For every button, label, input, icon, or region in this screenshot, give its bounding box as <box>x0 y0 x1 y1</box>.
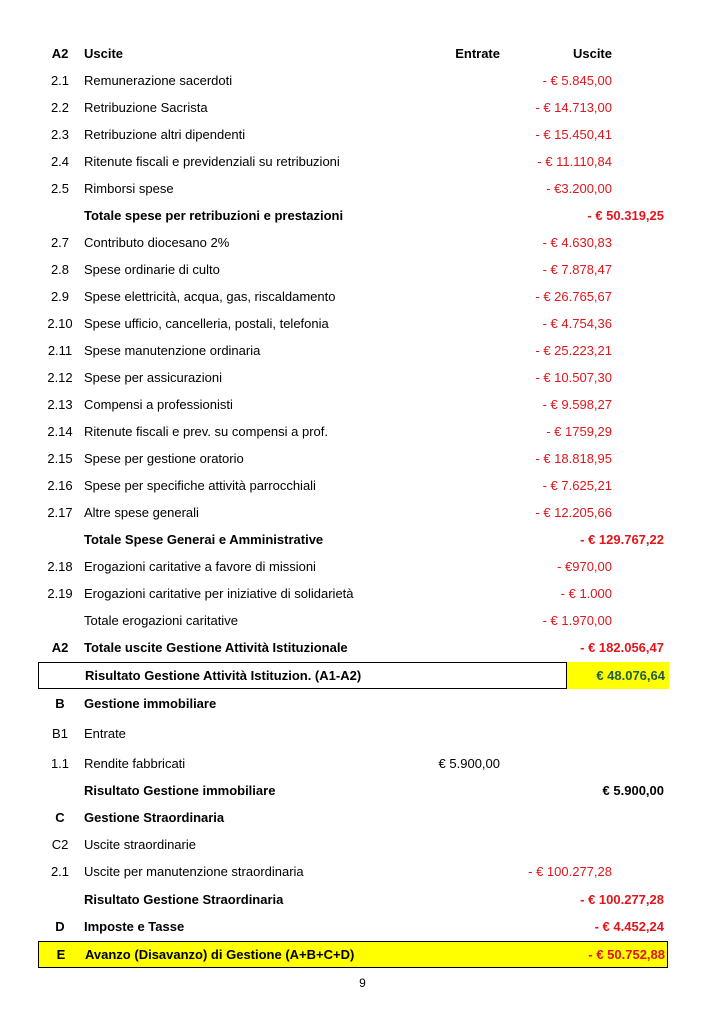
row-code: 2.12 <box>47 370 73 385</box>
row-uscite: - € 18.818,95 <box>535 451 612 466</box>
row-description: Totale erogazioni caritative <box>84 613 238 628</box>
row-total: € 5.900,00 <box>602 783 664 798</box>
row-description: Spese elettricità, acqua, gas, riscaldamento <box>84 289 336 304</box>
table-row <box>38 310 668 337</box>
row-description: Rendite fabbricati <box>84 756 186 771</box>
table-header-row <box>38 40 668 67</box>
row-total: - € 129.767,22 <box>580 532 664 547</box>
row-uscite: - € 9.598,27 <box>542 397 612 412</box>
row-uscite: - € 7.625,21 <box>542 478 612 493</box>
row-code: 2.17 <box>47 505 73 520</box>
table-row <box>38 337 668 364</box>
header-label: Uscite <box>84 46 124 61</box>
table-row <box>38 94 668 121</box>
row-code: D <box>55 919 65 934</box>
row-uscite: - € 7.878,47 <box>542 262 612 277</box>
table-row <box>38 175 668 202</box>
row-uscite: - € 1.000 <box>560 586 612 601</box>
row-description: Ritenute fiscali e prev. su compensi a prof. <box>84 424 328 439</box>
row-total: - € 50.319,25 <box>587 208 664 223</box>
row-code: C <box>55 810 65 825</box>
row-uscite: - € 12.205,66 <box>535 505 612 520</box>
table-row <box>38 445 668 472</box>
subtotal-row <box>38 634 668 661</box>
row-description: Gestione immobiliare <box>84 696 217 711</box>
row-total: - € 4.452,24 <box>594 919 664 934</box>
table-row <box>38 391 668 418</box>
row-uscite: - € 11.110,84 <box>537 154 612 169</box>
row-description: Uscite per manutenzione straordinaria <box>84 864 304 879</box>
row-code: B <box>55 696 65 711</box>
row-description: Altre spese generali <box>84 505 199 520</box>
row-total-highlighted: € 48.076,64 <box>566 662 669 689</box>
subtotal-row <box>38 202 668 229</box>
table-row <box>38 364 668 391</box>
row-uscite: - € 15.450,41 <box>535 127 612 142</box>
table-row <box>38 499 668 526</box>
table-row <box>38 472 668 499</box>
table-row <box>38 229 668 256</box>
row-description: Remunerazione sacerdoti <box>84 73 233 88</box>
row-description: Spese ufficio, cancelleria, postali, telefonia <box>84 316 329 331</box>
row-uscite: - €3.200,00 <box>546 181 612 196</box>
row-description: Retribuzione altri dipendenti <box>84 127 246 142</box>
row-uscite: - € 1759,29 <box>546 424 612 439</box>
section-row <box>38 913 668 940</box>
result-row <box>38 777 668 804</box>
row-description: Totale Spese Generai e Amministrative <box>84 532 324 547</box>
row-uscite: - € 25.223,21 <box>535 343 612 358</box>
header-uscite: Uscite <box>572 46 612 61</box>
row-code: A2 <box>51 640 69 655</box>
table-row <box>38 720 668 747</box>
row-description: Gestione Straordinaria <box>84 810 225 825</box>
section-row <box>38 804 668 831</box>
row-description: Risultato Gestione Straordinaria <box>84 892 284 907</box>
row-code: 2.10 <box>47 316 73 331</box>
row-code: B1 <box>52 726 68 741</box>
row-total: - € 182.056,47 <box>580 640 664 655</box>
row-code: 1.1 <box>50 756 70 771</box>
row-code: 2.18 <box>47 559 73 574</box>
row-description: Ritenute fiscali e previdenziali su retribuzioni <box>84 154 340 169</box>
row-description: Totale spese per retribuzioni e prestazioni <box>84 208 344 223</box>
table-row <box>38 121 668 148</box>
table-row <box>38 750 668 777</box>
row-uscite: - € 4.754,36 <box>542 316 612 331</box>
row-uscite: - € 14.713,00 <box>535 100 612 115</box>
row-uscite: - € 100.277,28 <box>528 864 612 879</box>
row-uscite: - € 26.765,67 <box>535 289 612 304</box>
table-row <box>38 831 668 858</box>
row-description: Entrate <box>84 726 126 741</box>
row-code: 2.7 <box>50 235 70 250</box>
subtotal-row <box>38 526 668 553</box>
row-description: Uscite straordinarie <box>84 837 196 852</box>
row-description: Erogazioni caritative per iniziative di solidarietà <box>84 586 354 601</box>
table-row <box>38 580 668 607</box>
row-description: Risultato Gestione immobiliare <box>84 783 276 798</box>
row-code: 2.11 <box>47 343 73 358</box>
result-row-boxed <box>38 662 668 689</box>
row-description: Compensi a professionisti <box>84 397 233 412</box>
page-number: 9 <box>359 976 366 990</box>
row-code: 2.3 <box>50 127 70 142</box>
row-description: Erogazioni caritative a favore di missioni <box>84 559 316 574</box>
row-description: Spese ordinarie di culto <box>84 262 220 277</box>
table-row <box>38 283 668 310</box>
header-entrate: Entrate <box>455 46 500 61</box>
row-total: - € 50.752,88 <box>588 947 665 962</box>
row-code: 2.19 <box>47 586 73 601</box>
table-row <box>38 67 668 94</box>
row-description: Spese per specifiche attività parrocchiali <box>84 478 316 493</box>
table-row <box>38 553 668 580</box>
row-uscite: - € 10.507,30 <box>535 370 612 385</box>
row-description: Risultato Gestione Attività Istituzion. (A1-A2) <box>85 668 362 683</box>
row-description: Contributo diocesano 2% <box>84 235 230 250</box>
table-row <box>38 858 668 885</box>
result-row <box>38 886 668 913</box>
row-code: C2 <box>51 837 69 852</box>
row-description: Retribuzione Sacrista <box>84 100 208 115</box>
table-row <box>38 607 668 634</box>
row-description: Rimborsi spese <box>84 181 174 196</box>
row-total: - € 100.277,28 <box>580 892 664 907</box>
row-code: 2.1 <box>50 73 70 88</box>
section-row <box>38 690 668 717</box>
row-code: 2.14 <box>47 424 73 439</box>
row-description: Spese per gestione oratorio <box>84 451 244 466</box>
row-code: 2.8 <box>50 262 70 277</box>
header-code: A2 <box>51 46 69 61</box>
row-description: Avanzo (Disavanzo) di Gestione (A+B+C+D) <box>85 947 355 962</box>
table-row <box>38 418 668 445</box>
row-uscite: - € 1.970,00 <box>542 613 612 628</box>
row-uscite: - € 5.845,00 <box>542 73 612 88</box>
final-result-row <box>38 941 668 968</box>
row-description: Spese per assicurazioni <box>84 370 223 385</box>
row-code: 2.13 <box>47 397 73 412</box>
row-entrate: € 5.900,00 <box>438 756 500 771</box>
row-code: 2.2 <box>50 100 70 115</box>
row-code: 2.5 <box>50 181 70 196</box>
row-description: Spese manutenzione ordinaria <box>84 343 261 358</box>
row-code: E <box>56 947 66 962</box>
row-uscite: - € 4.630,83 <box>542 235 612 250</box>
row-description: Imposte e Tasse <box>84 919 185 934</box>
table-row <box>38 256 668 283</box>
row-code: 2.4 <box>50 154 70 169</box>
row-code: 2.1 <box>50 864 70 879</box>
row-description: Totale uscite Gestione Attività Istituzionale <box>84 640 348 655</box>
row-code: 2.9 <box>50 289 70 304</box>
row-code: 2.16 <box>47 478 73 493</box>
row-uscite: - €970,00 <box>557 559 612 574</box>
row-code: 2.15 <box>47 451 73 466</box>
table-row <box>38 148 668 175</box>
